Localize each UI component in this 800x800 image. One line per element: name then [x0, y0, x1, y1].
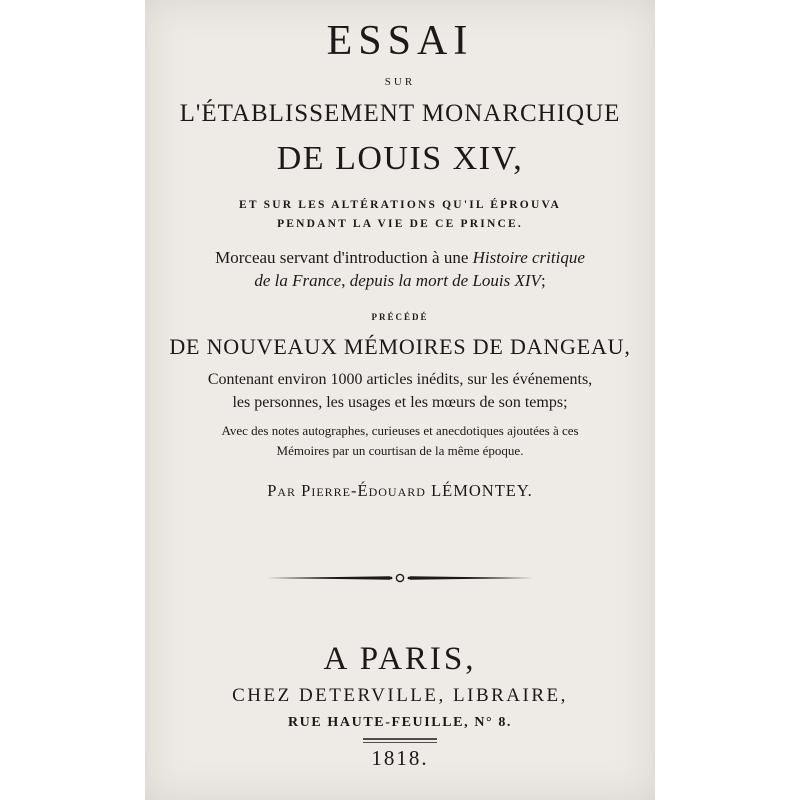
- morceau-italic-3: depuis la mort de Louis XIV: [349, 271, 541, 290]
- author-line: [145, 483, 655, 500]
- imprint-city: A PARIS,: [323, 641, 477, 677]
- avec-line-2: Mémoires par un courtisan de la même époque.: [276, 443, 524, 458]
- morceau-end: ;: [540, 271, 546, 290]
- imprint-publisher: CHEZ DETERVILLE, LIBRAIRE,: [232, 685, 568, 706]
- avec-line-1: Avec des notes autographes, curieuses et anecdotiques ajoutées à ces: [221, 423, 579, 438]
- morceau-italic-1: Histoire critique: [472, 248, 585, 267]
- contenant-line-1: Contenant environ 1000 articles inédits, sur les événements,: [207, 371, 593, 388]
- imprint-year: 1818.: [371, 746, 429, 770]
- author-prefix: Par Pierre-Édouard: [267, 481, 426, 500]
- ornament-rule-icon: [265, 570, 535, 586]
- alterations-line-2: PENDANT LA VIE DE CE PRINCE.: [277, 218, 523, 230]
- morceau-line-2: [145, 272, 655, 289]
- morceau-italic-2: de la France: [254, 271, 342, 290]
- double-rule-icon: [363, 738, 437, 744]
- sur-line: SUR: [384, 76, 416, 88]
- louis-line: DE LOUIS XIV,: [276, 140, 524, 177]
- alterations-line-1: ET SUR LES ALTÉRATIONS QU'IL ÉPROUVA: [239, 199, 561, 211]
- book-title: ESSAI: [326, 18, 474, 64]
- author-name: LÉMONTEY.: [431, 481, 533, 500]
- imprint-address: RUE HAUTE-FEUILLE, N° 8.: [287, 715, 513, 730]
- etablissement-line: L'ÉTABLISSEMENT MONARCHIQUE: [179, 100, 621, 127]
- dangeau-line: DE NOUVEAUX MÉMOIRES DE DANGEAU,: [169, 334, 631, 359]
- morceau-line-1: [145, 249, 655, 266]
- title-page: [145, 0, 655, 800]
- precede-line: PRÉCÉDÉ: [371, 312, 429, 322]
- morceau-comma: ,: [341, 271, 350, 290]
- contenant-line-2: les personnes, les usages et les mœurs de son temps;: [232, 394, 568, 411]
- morceau-text: Morceau servant d'introduction à une: [215, 248, 473, 267]
